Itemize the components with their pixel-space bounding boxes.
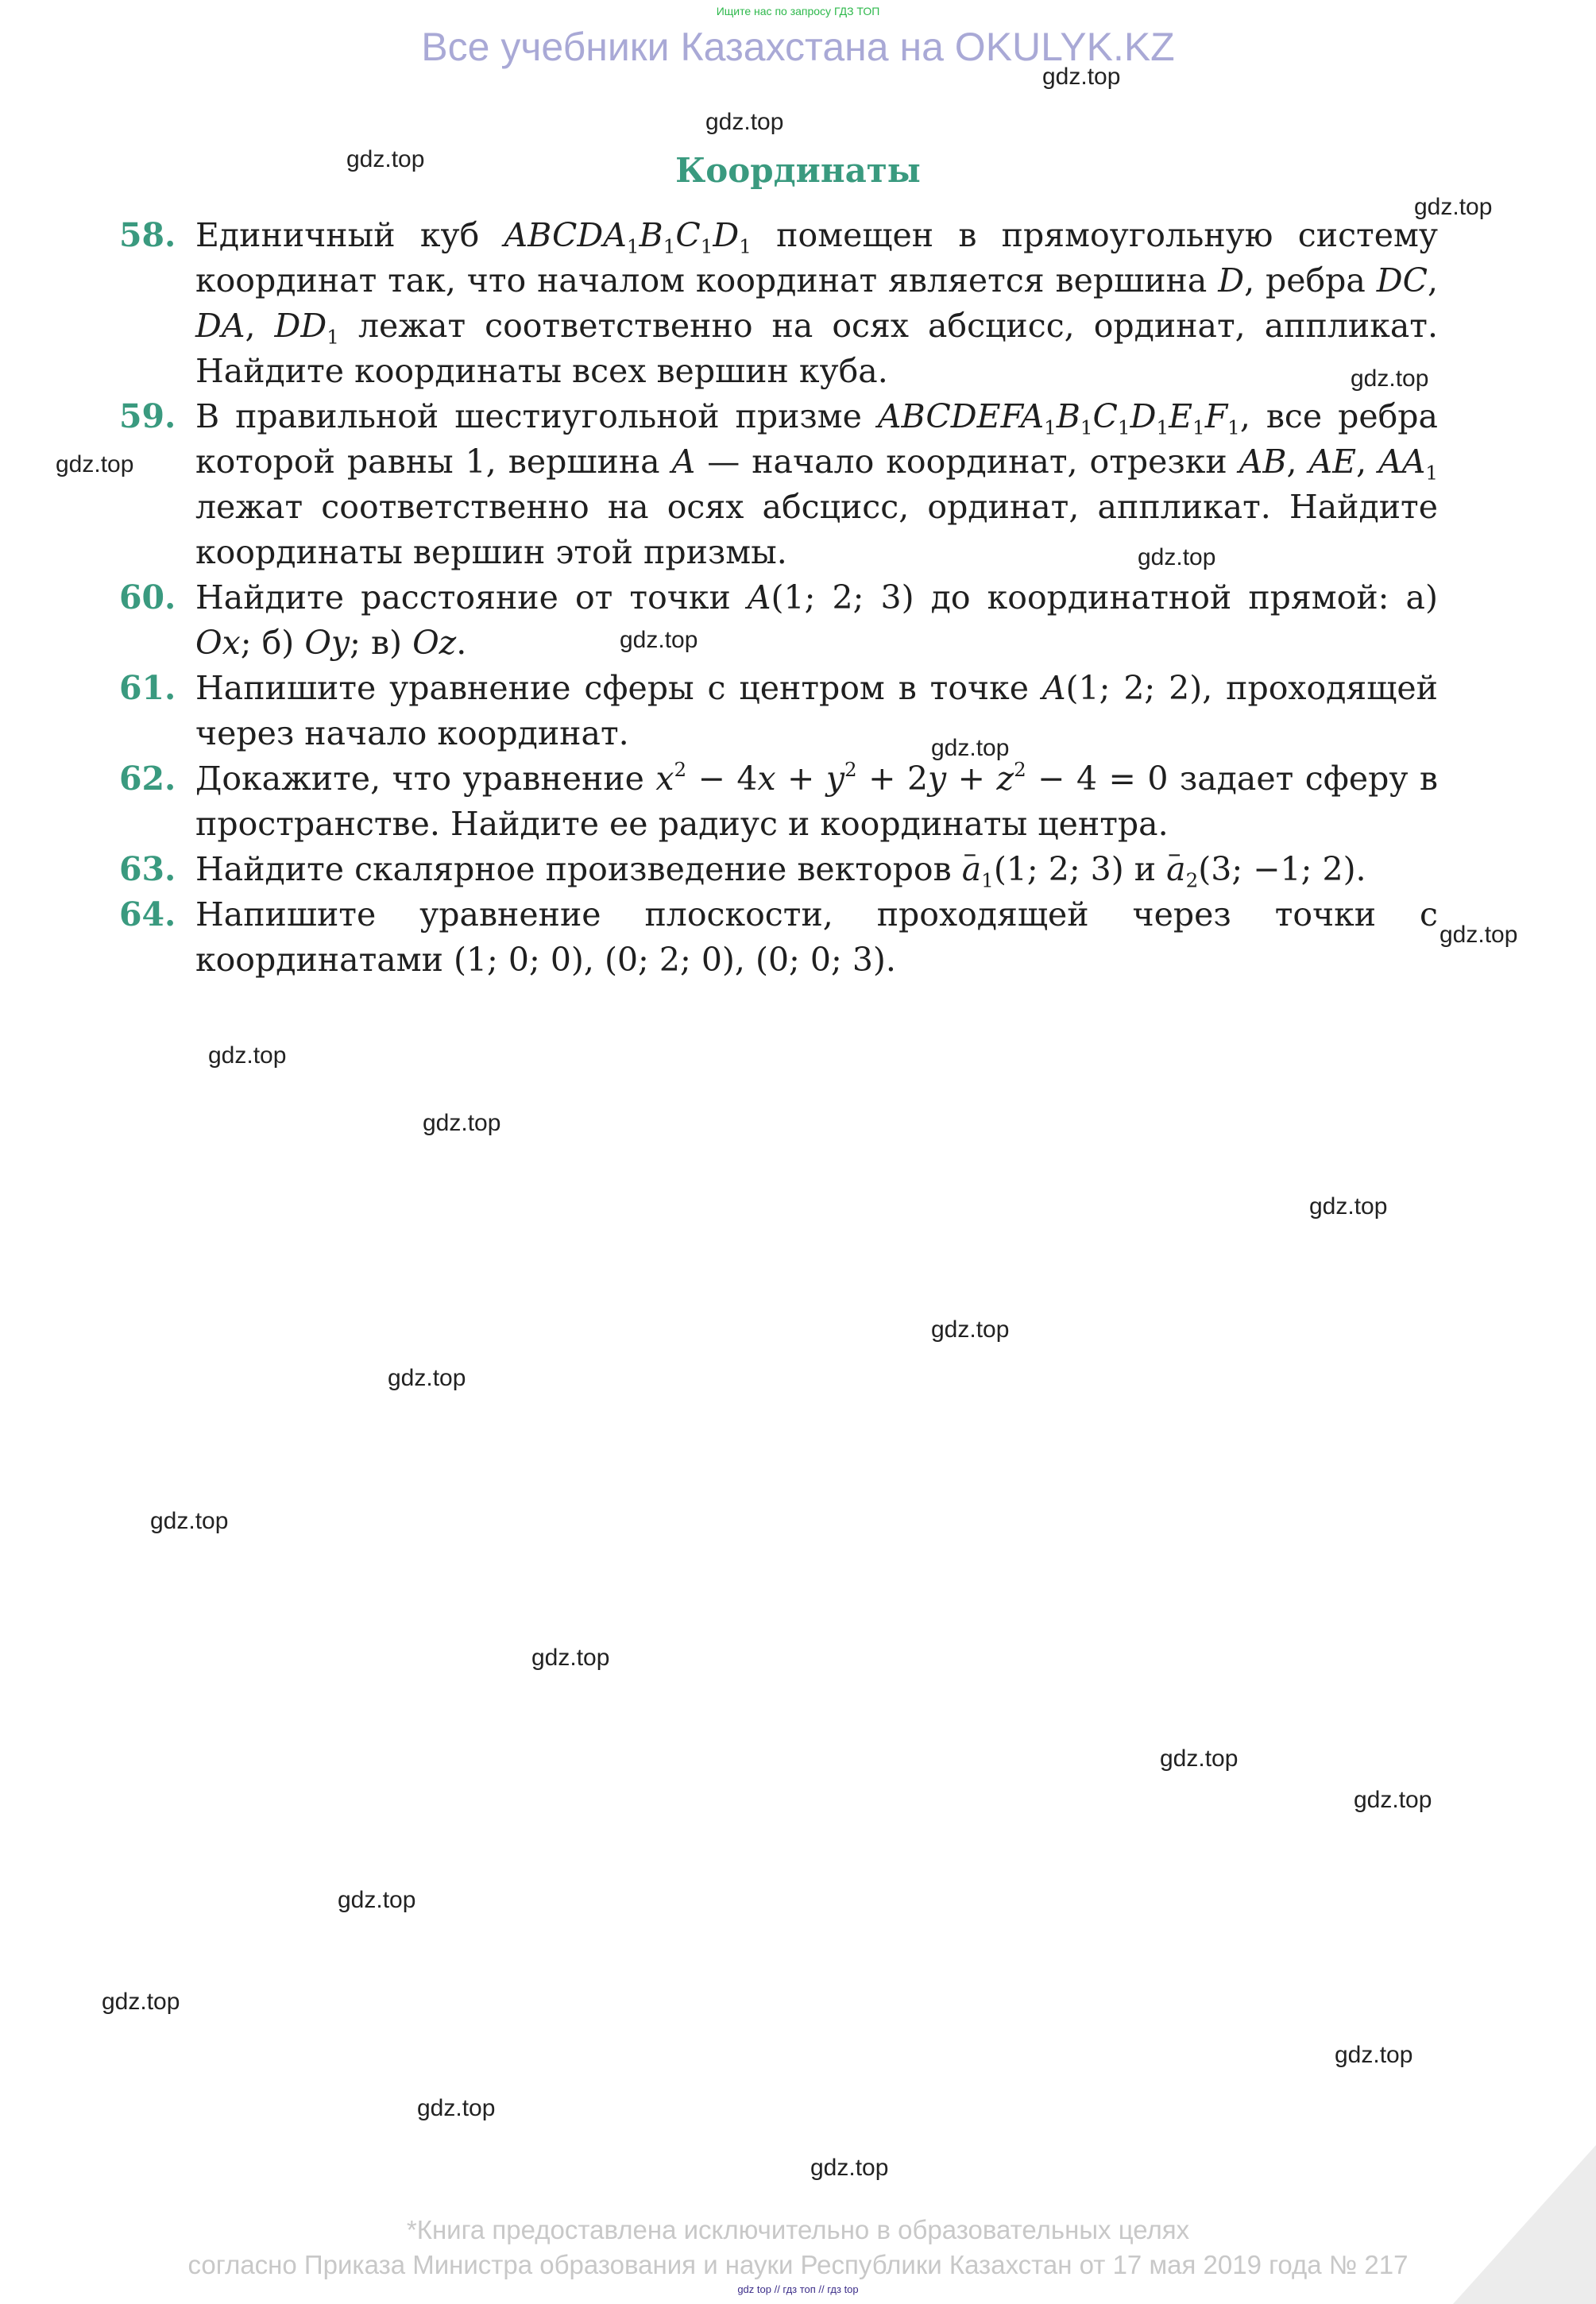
problem-number: 58. (119, 216, 176, 254)
footer-line-2: согласно Приказа Министра образования и науки Республики Казахстан от 17 мая 2019 года № 217 (187, 2250, 1409, 2279)
site-banner: Все учебники Казахстана на OKULYK.KZ (421, 25, 1175, 69)
watermark: gdz.top (388, 1365, 466, 1391)
section-title: Координаты (675, 151, 921, 190)
watermark: gdz.top (1439, 922, 1518, 948)
watermark: gdz.top (56, 451, 134, 477)
watermark: gdz.top (931, 735, 1010, 761)
watermark: gdz.top (423, 1110, 501, 1136)
problem-number: 61. (119, 669, 176, 707)
watermark: gdz.top (1042, 64, 1121, 90)
problem-60 (119, 575, 1438, 666)
problem-number: 62. (119, 760, 176, 798)
watermark: gdz.top (705, 109, 784, 135)
problem-63 (119, 847, 1438, 892)
top-note: Ищите нас по запросу ГДЗ ТОП (716, 5, 880, 17)
problem-59 (119, 394, 1438, 575)
problem-list (119, 213, 1438, 983)
watermark: gdz.top (150, 1508, 229, 1534)
watermark: gdz.top (1354, 1787, 1432, 1813)
watermark: gdz.top (1351, 365, 1429, 392)
problem-text: Единичный куб $ABCDA_1B_1C_1D_1$ помещен в прямоугольную систему координат так, что началом координат является вершина D, ребра DC, DA, $DD_1$ лежат соответственно на осях абсцисс, ординат, аппликат. Найдите координаты всех вершин куба. (195, 216, 1438, 390)
watermark: gdz.top (1414, 194, 1493, 220)
watermark: gdz.top (102, 1989, 180, 2015)
watermark: gdz.top (338, 1887, 416, 1913)
problem-text: Найдите скалярное произведение векторов – $a_1(1$; 2; 3) и – $a_2(3$; −1; 2). (195, 847, 1438, 892)
watermark: gdz.top (1138, 544, 1216, 570)
watermark: gdz.top (208, 1042, 287, 1069)
problem-number: 63. (119, 850, 176, 888)
watermark: gdz.top (417, 2095, 496, 2121)
problem-number: 59. (119, 397, 176, 435)
problem-62 (119, 756, 1438, 847)
problem-61 (119, 666, 1438, 756)
bottom-note: gdz top // гдз топ // гдз top (737, 2283, 859, 2295)
problem-text: Напишите уравнение плоскости, проходящей через точки с координатами (1; 0; 0), (0; 2; 0), (0; 0; 3). (195, 895, 1438, 979)
problem-text: Докажите, что уравнение $x^2 - 4x + y^2 + 2y + z^2 - 4 = 0$ задает сферу в пространстве. Найдите ее радиус и координаты центра. (195, 757, 1438, 843)
watermark: gdz.top (810, 2155, 889, 2181)
problem-text: В правильной шестиугольной призме $ABCDEFA_1B_1C_1D_1E_1F_1$, все ребра которой равны 1, вершина A — начало координат, отрезки AB, AE, $AA_1$ лежат соответственно на осях абсцисс, ординат, аппликат. Найдите координаты вершин этой призмы. (195, 397, 1439, 571)
watermark: gdz.top (1335, 2042, 1413, 2068)
watermark: gdz.top (931, 1316, 1010, 1343)
problem-number: 64. (119, 895, 176, 934)
watermark: gdz.top (620, 627, 698, 653)
footer-line-1: *Книга предоставлена исключительно в образовательных целях (406, 2215, 1190, 2244)
watermark: gdz.top (1309, 1193, 1388, 1220)
problem-64 (119, 892, 1438, 983)
watermark: gdz.top (346, 146, 425, 172)
watermark: gdz.top (531, 1645, 610, 1671)
problem-number: 60. (119, 578, 176, 617)
watermark: gdz.top (1160, 1745, 1239, 1772)
problem-58 (119, 213, 1438, 394)
problem-text: Напишите уравнение сферы с центром в точке A(1; 2; 2), проходящей через начало координат. (195, 669, 1439, 752)
problem-text: Найдите расстояние от точки A(1; 2; 3) до координатной прямой: а) Ox; б) Oy; в) Oz. (195, 578, 1438, 662)
